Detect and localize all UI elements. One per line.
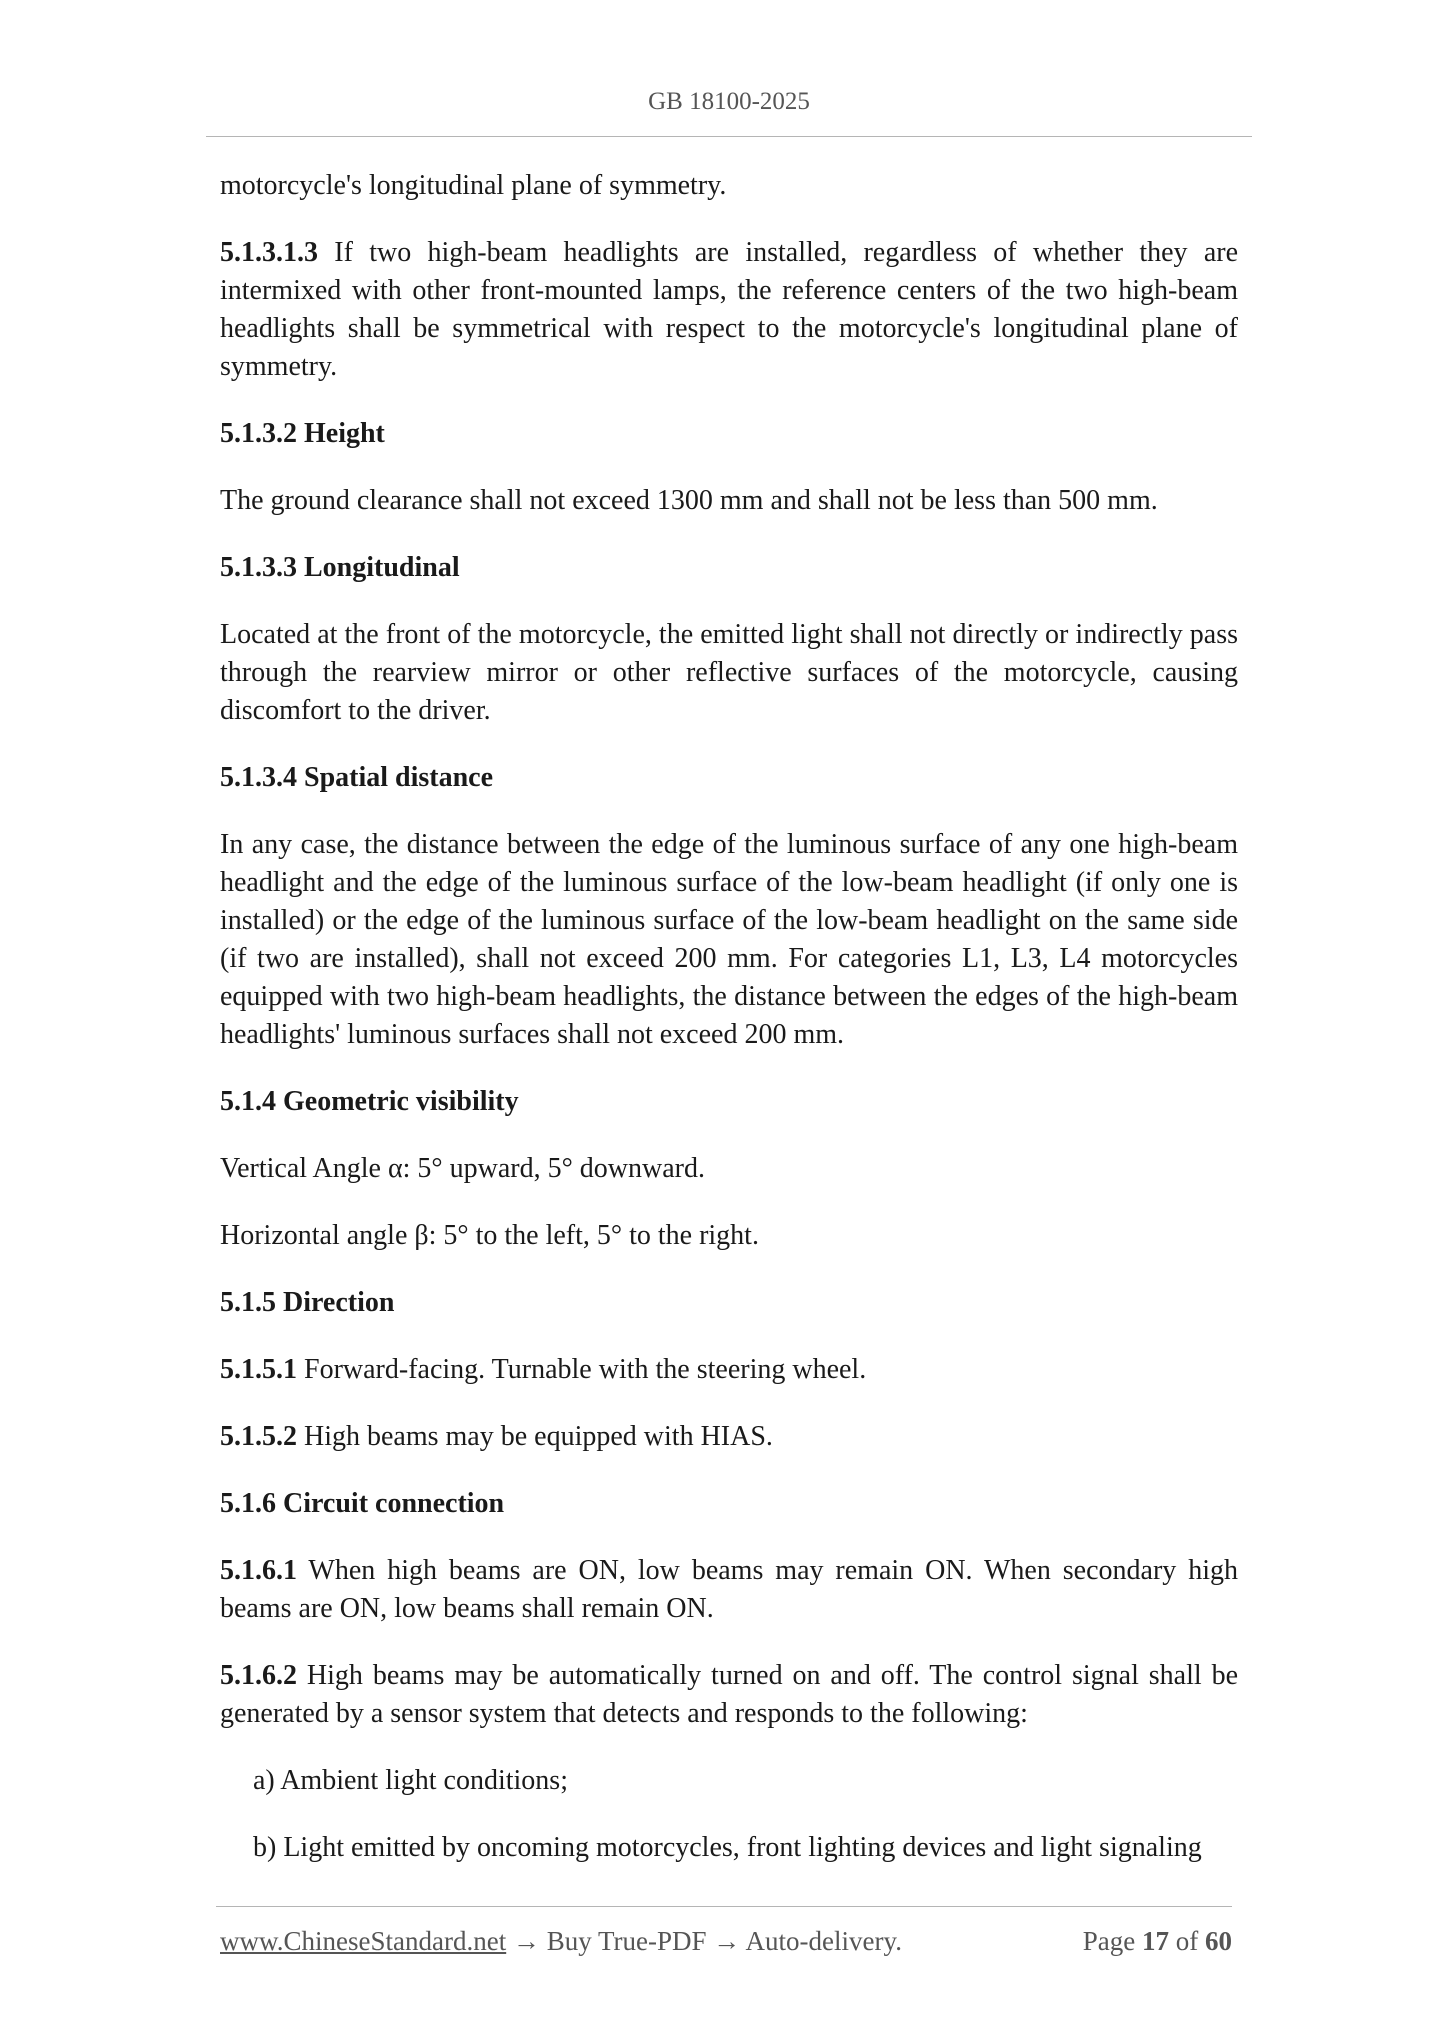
paragraph: motorcycle's longitudinal plane of symmetry. [220, 170, 727, 201]
clause-text: If two high-beam headlights are installed, regardless of whether they are intermixed with other front-mounted lamps, the reference centers of the two high-beam headlights shall be symmetrical with respect to the motorcycle's longitudinal plane of symmetry. [220, 237, 1238, 382]
paragraph [220, 1657, 1238, 1733]
paragraph: The ground clearance shall not exceed 1300 mm and shall not be less than 500 mm. [220, 485, 1158, 516]
clause-number: 5.1.5.2 [220, 1421, 297, 1452]
of-label: of [1175, 1926, 1199, 1956]
list-item: a) Ambient light conditions; [253, 1765, 568, 1796]
page-indicator [1083, 1926, 1232, 1957]
clause-text: Forward-facing. Turnable with the steering wheel. [297, 1354, 867, 1385]
section-heading: 5.1.3.3 Longitudinal [220, 552, 460, 583]
clause-number: 5.1.5.1 [220, 1354, 297, 1385]
clause-text: High beams may be automatically turned on and off. The control signal shall be generated by a sensor system that detects and responds to the following: [220, 1660, 1238, 1729]
page-header-title: GB 18100-2025 [648, 88, 810, 115]
section-heading: 5.1.3.4 Spatial distance [220, 762, 494, 793]
section-heading: 5.1.6 Circuit connection [220, 1488, 505, 1519]
document-body [220, 167, 1238, 1896]
arrow-icon: → [706, 1926, 746, 1956]
current-page-number: 17 [1142, 1926, 1169, 1956]
paragraph [220, 1351, 1238, 1389]
section-heading: 5.1.5 Direction [220, 1287, 395, 1318]
footer-left [220, 1926, 902, 1957]
page-label: Page [1082, 1926, 1136, 1956]
paragraph [220, 1418, 1238, 1456]
header-divider [206, 136, 1252, 137]
clause-number: 5.1.3.1.3 [220, 237, 318, 268]
paragraph: In any case, the distance between the edge of the luminous surface of any one high-beam headlight and the edge of the luminous surface of the low-beam headlight (if only one is installed) or the edge of the luminous surface of the low-beam headlight on the same side (if two are installed), shall not exceed 200 mm. For categories L1, L3, L4 motorcycles equipped with two high-beam headlights, the distance between the edges of the high-beam headlights' luminous surfaces shall not exceed 200 mm. [220, 829, 1238, 1050]
buy-pdf-text: Buy True-PDF [546, 1926, 707, 1956]
clause-number: 5.1.6.1 [220, 1555, 297, 1586]
list-item: b) Light emitted by oncoming motorcycles, front lighting devices and light signaling [253, 1832, 1202, 1863]
paragraph [220, 234, 1238, 386]
clause-text: High beams may be equipped with HIAS. [297, 1421, 773, 1452]
arrow-icon: → [506, 1926, 547, 1956]
website-link[interactable]: www.ChineseStandard.net [220, 1926, 507, 1956]
footer-divider [216, 1906, 1232, 1907]
total-pages-number: 60 [1205, 1926, 1232, 1956]
section-heading: 5.1.3.2 Height [220, 418, 385, 449]
clause-text: When high beams are ON, low beams may remain ON. When secondary high beams are ON, low beams shall remain ON. [220, 1555, 1238, 1624]
paragraph: Vertical Angle α: 5° upward, 5° downward. [220, 1153, 705, 1184]
page-footer [220, 1926, 1232, 1957]
delivery-text: Auto-delivery. [745, 1926, 902, 1956]
paragraph [220, 1552, 1238, 1628]
clause-number: 5.1.6.2 [220, 1660, 297, 1691]
section-heading: 5.1.4 Geometric visibility [220, 1086, 519, 1117]
paragraph: Horizontal angle β: 5° to the left, 5° to the right. [220, 1220, 759, 1251]
paragraph: Located at the front of the motorcycle, the emitted light shall not directly or indirectly pass through the rearview mirror or other reflective surfaces of the motorcycle, causing discomfort to the driver. [220, 619, 1238, 726]
